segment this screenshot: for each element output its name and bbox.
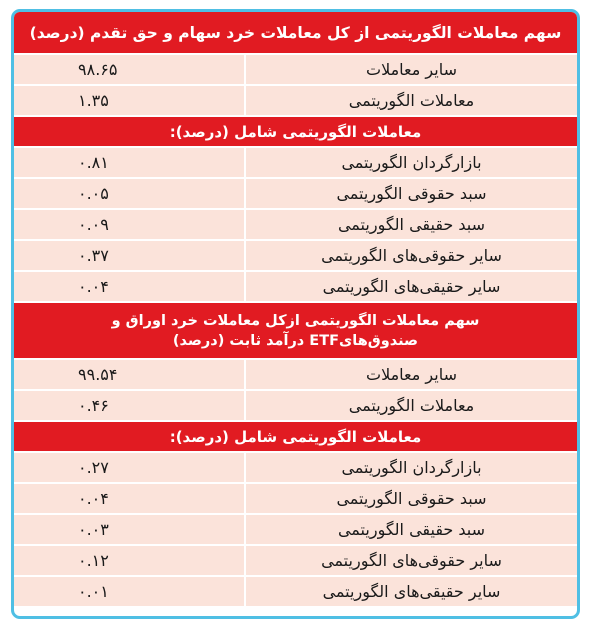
- row-label: سبد حقوقی الگوریتمی: [244, 484, 577, 513]
- row-value: ۰.۰۹: [14, 210, 244, 239]
- row-label: سبد حقوقی الگوریتمی: [244, 179, 577, 208]
- row-value: ۰.۱۲: [14, 546, 244, 575]
- row-label: سبد حقیقی الگوریتمی: [244, 515, 577, 544]
- row-value: ۰.۰۱: [14, 577, 244, 606]
- row-label: سایر معاملات: [244, 55, 577, 84]
- row-value: ۰.۰۴: [14, 272, 244, 301]
- section-header: [14, 117, 577, 148]
- row-label: معاملات الگوریتمی: [244, 391, 577, 420]
- row-value: ۰.۲۷: [14, 453, 244, 482]
- table-row: [14, 179, 577, 210]
- table-row: [14, 148, 577, 179]
- table-row: [14, 272, 577, 303]
- table-row: [14, 360, 577, 391]
- table-body: [14, 12, 577, 608]
- row-label: سایر حقیقی‌های الگوریتمی: [244, 577, 577, 606]
- row-label: بازارگردان الگوریتمی: [244, 453, 577, 482]
- row-value: ۱.۳۵: [14, 86, 244, 115]
- row-value: ۹۹.۵۴: [14, 360, 244, 389]
- table-row: [14, 210, 577, 241]
- table-row: [14, 484, 577, 515]
- row-value: ۰.۰۵: [14, 179, 244, 208]
- row-label: سبد حقیقی الگوریتمی: [244, 210, 577, 239]
- row-label: سایر حقیقی‌های الگوریتمی: [244, 272, 577, 301]
- section-title: سهم معاملات الگوریتمی از کل معاملات خرد سهام و حق تقدم (درصد): [29, 23, 562, 42]
- row-value: ۰.۰۳: [14, 515, 244, 544]
- table-row: [14, 391, 577, 422]
- row-label: سایر معاملات: [244, 360, 577, 389]
- section-title: معاملات الگوریتمی شامل (درصد):: [169, 122, 422, 141]
- row-value: ۰.۴۶: [14, 391, 244, 420]
- row-value: ۰.۰۴: [14, 484, 244, 513]
- table-row: [14, 515, 577, 546]
- row-value: ۰.۳۷: [14, 241, 244, 270]
- table-frame: [11, 9, 580, 619]
- row-label: بازارگردان الگوریتمی: [244, 148, 577, 177]
- table-row: [14, 241, 577, 272]
- table-row: [14, 546, 577, 577]
- table-row: [14, 453, 577, 484]
- section-header: [14, 12, 577, 55]
- row-value: ۰.۸۱: [14, 148, 244, 177]
- section-title-line-2: صندوق‌هایETF درآمد ثابت (درصد): [172, 332, 419, 349]
- row-value: ۹۸.۶۵: [14, 55, 244, 84]
- section-header: [14, 422, 577, 453]
- table-row: [14, 55, 577, 86]
- table-row: [14, 86, 577, 117]
- section-title-line-1: سهم معاملات الگوریتمی ازکل معاملات خرد اوراق و: [111, 312, 480, 329]
- table-row: [14, 577, 577, 608]
- section-title: معاملات الگوریتمی شامل (درصد):: [169, 427, 422, 446]
- row-label: معاملات الگوریتمی: [244, 86, 577, 115]
- section-header: [14, 303, 577, 360]
- row-label: سایر حقوقی‌های الگوریتمی: [244, 241, 577, 270]
- row-label: سایر حقوقی‌های الگوریتمی: [244, 546, 577, 575]
